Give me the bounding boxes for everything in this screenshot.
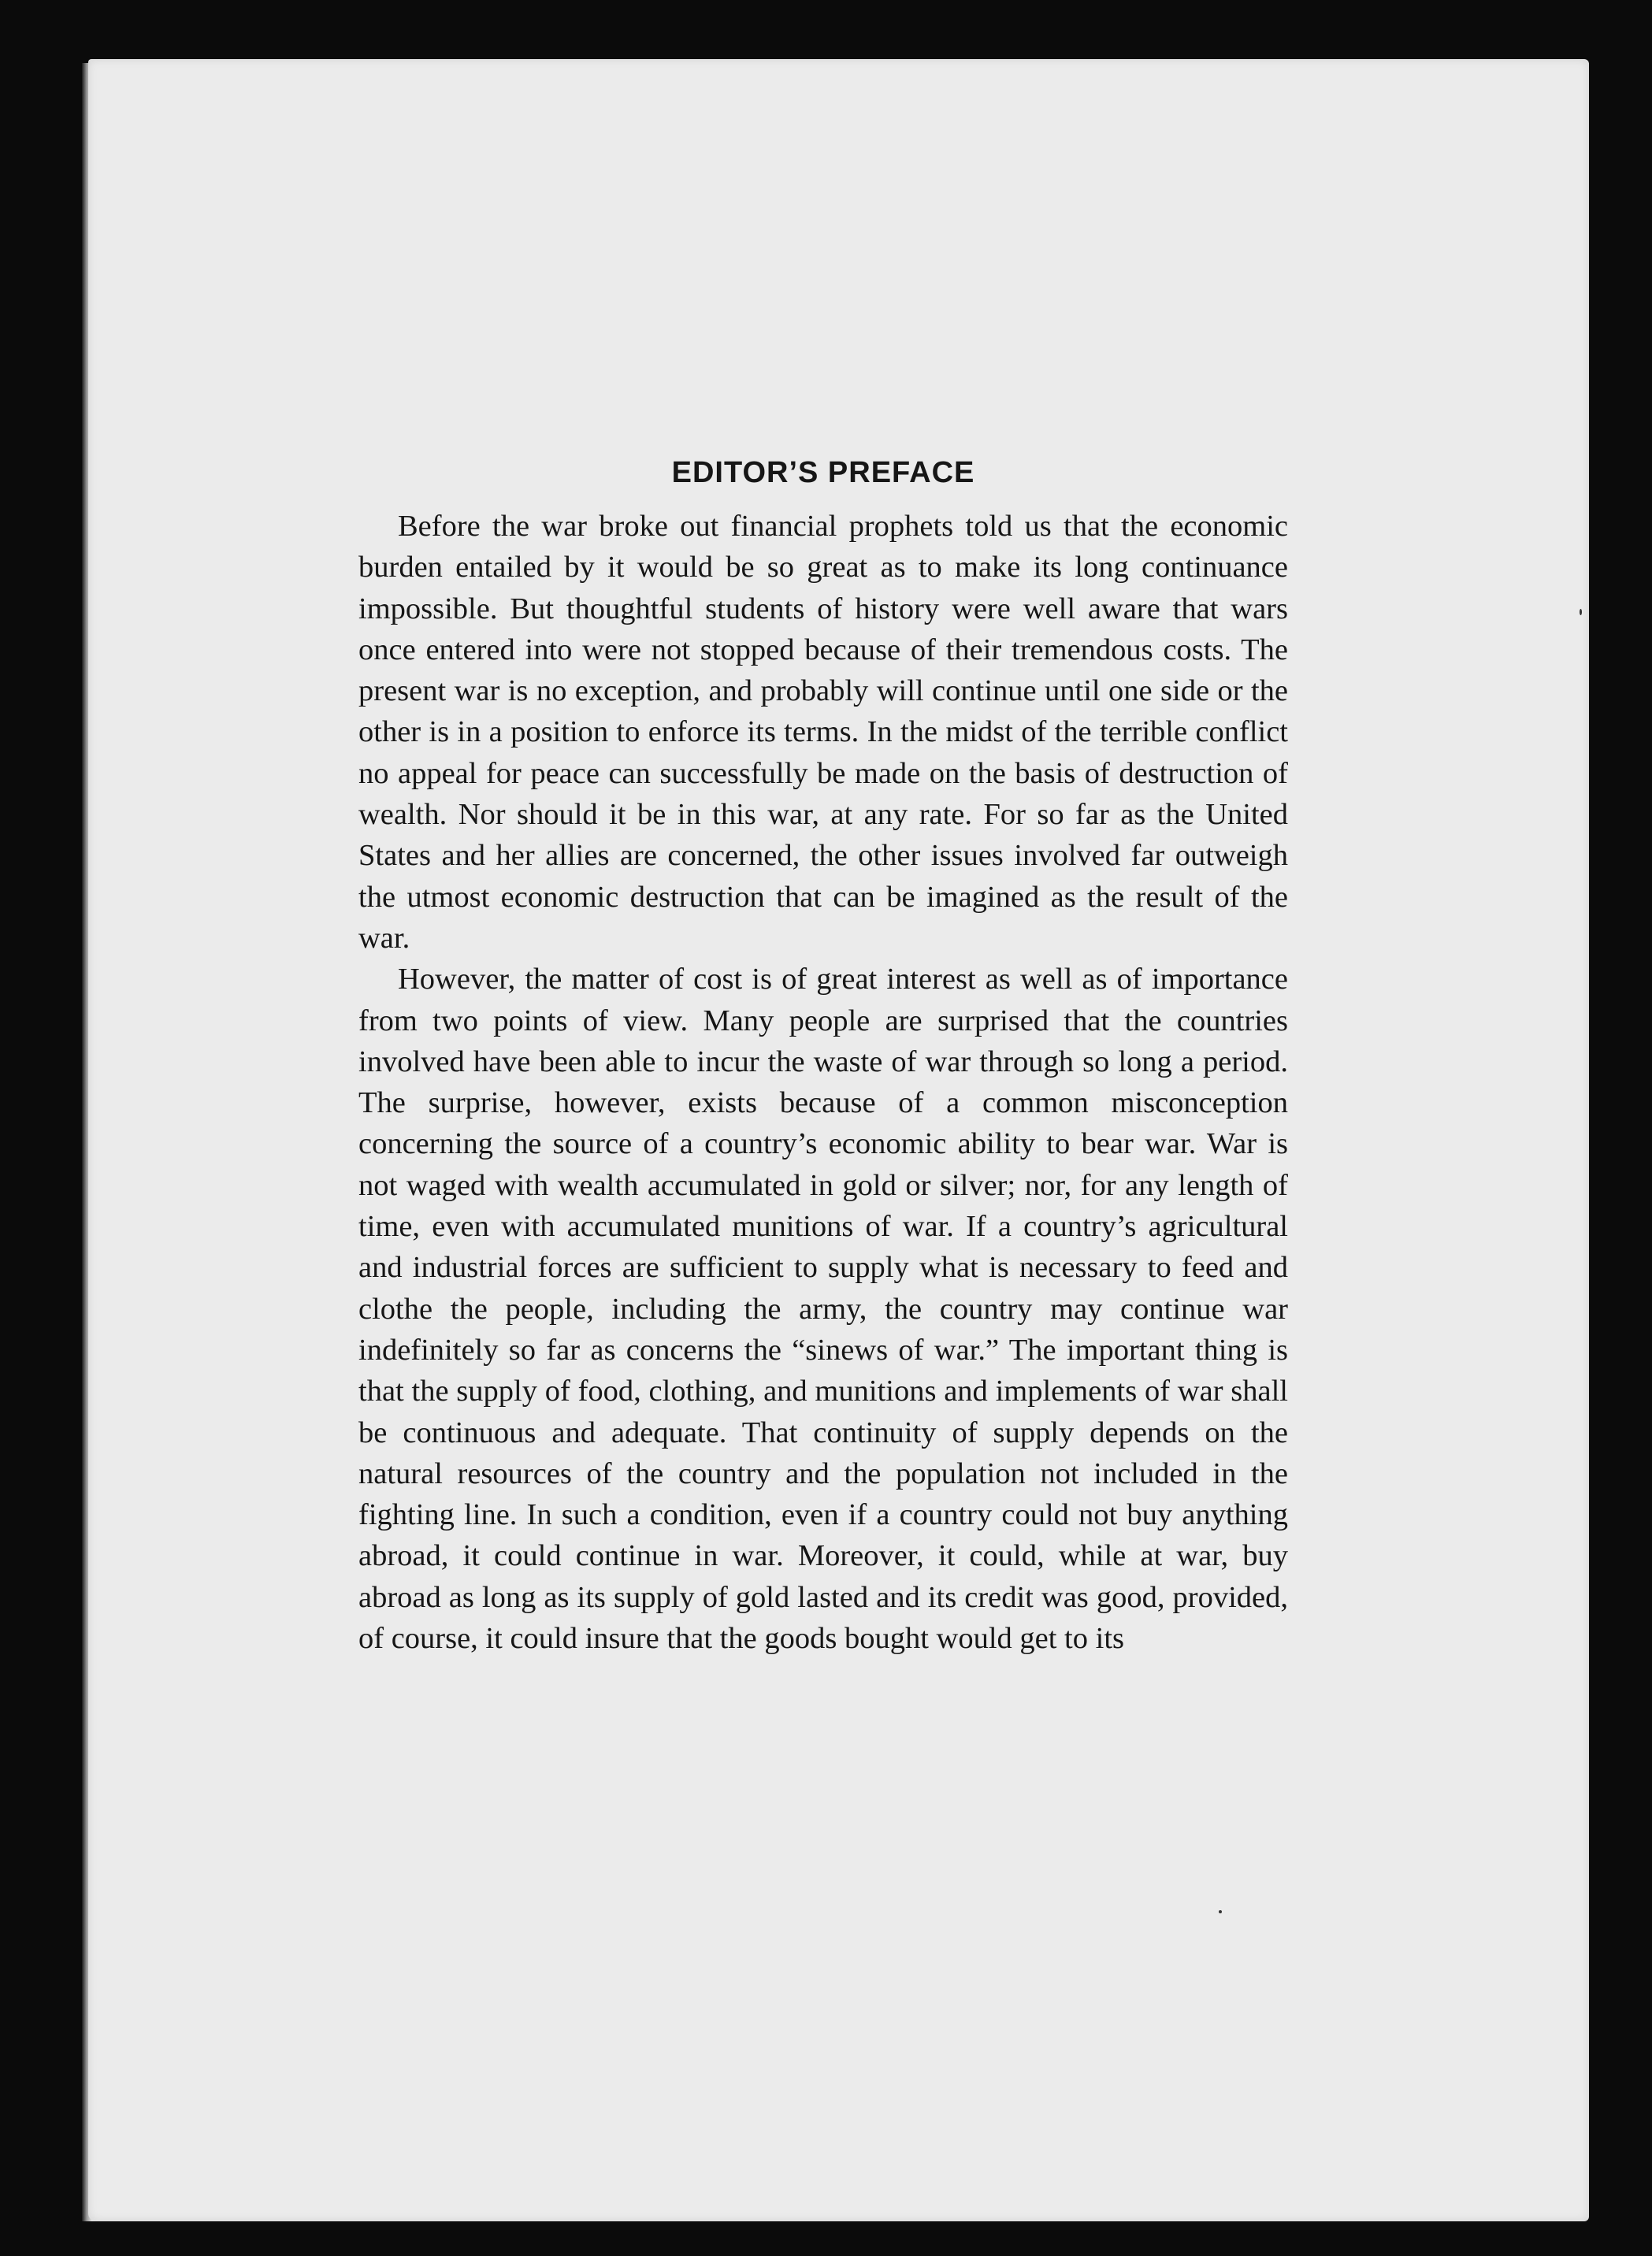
page-title: EDITOR’S PREFACE bbox=[671, 456, 975, 489]
paper-speck bbox=[1580, 609, 1582, 615]
paragraph-1: Before the war broke out financial prophets told us that the economic burden entailed by it would be so great as to make its long continuance impossible. But thoughtful students of history were well aware that wars once entered into were not stopped because of their tremendous costs. The present war is no exception, and probably will continue until one side or the other is in a position to enforce its terms. In the midst of the terrible conflict no appeal for peace can successfully be made on the basis of destruction of wealth. Nor should it be in this war, at any rate. For so far as the United States and her allies are concerned, the other issues involved far outweigh the utmost economic destruction that can be imagined as the result of the war. bbox=[358, 510, 1288, 955]
preface-text bbox=[358, 449, 1288, 1659]
paper-speck bbox=[1219, 1910, 1222, 1913]
paragraph-2: However, the matter of cost is of great interest as well as of importance from two points of view. Many people are surprised that the countries involved have been able to incur the waste of war through so long a period. The surprise, however, exists because of a common misconception concerning the source of a country’s economic ability to bear war. War is not waged with wealth accumulated in gold or silver; nor, for any length of time, even with accumulated munitions of war. If a country’s agricultural and industrial forces are sufficient to supply what is necessary to feed and clothe the people, including the army, the country may continue war indefinitely so far as concerns the “sinews of war.” The important thing is that the supply of food, clothing, and munitions and implements of war shall be continuous and adequate. That continuity of supply depends on the natural resources of the country and the population not included in the fighting line. In such a condition, even if a country could not buy anything abroad, it could continue in war. Moreover, it could, while at war, buy abroad as long as its supply of gold lasted and its credit was good, provided, of course, it could insure that the goods bought would get to its bbox=[358, 963, 1288, 1656]
